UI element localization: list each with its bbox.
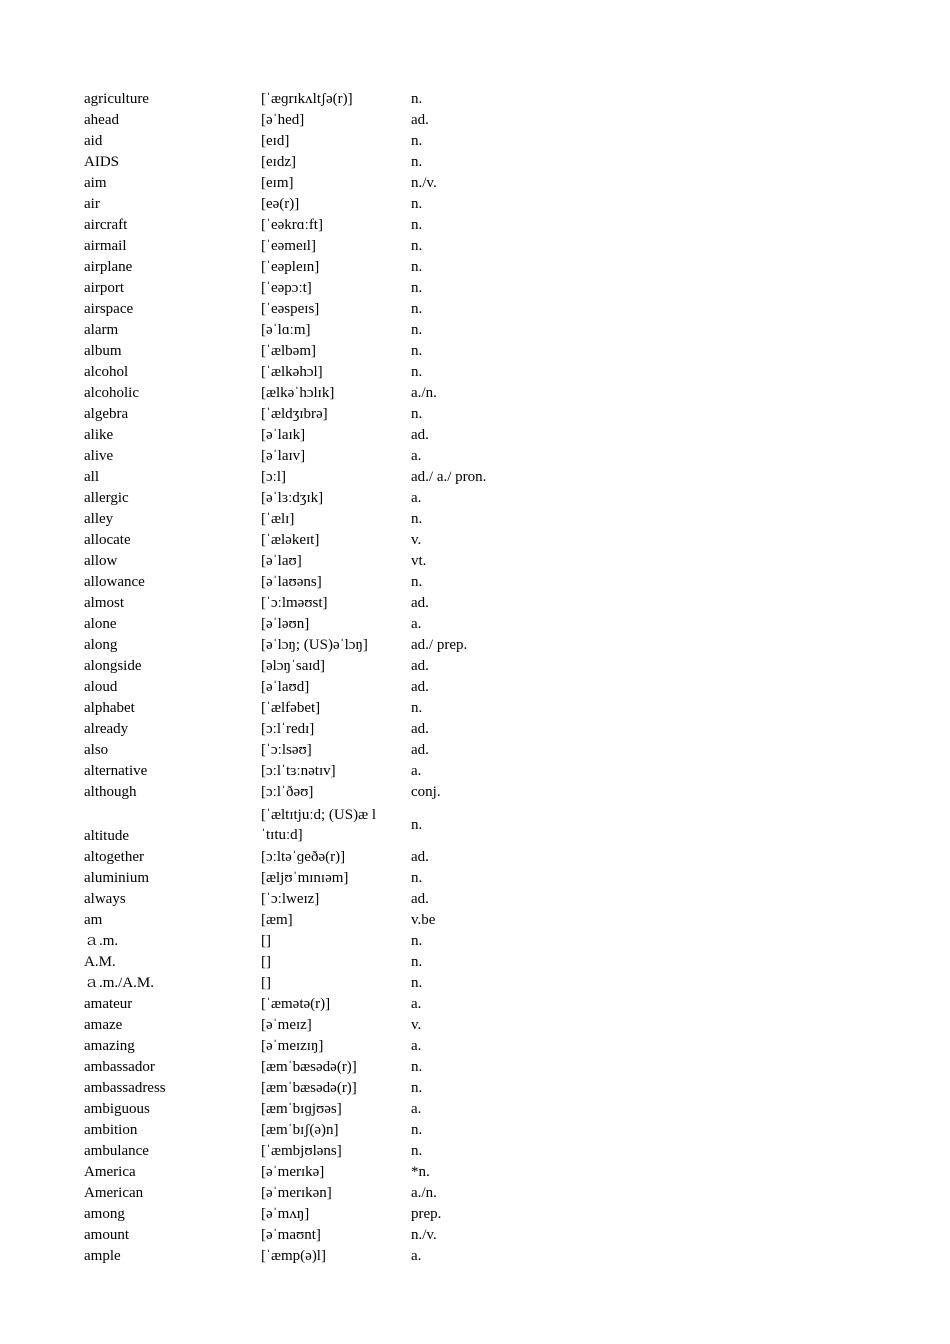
part-of-speech-cell: a. bbox=[411, 763, 422, 779]
vocab-row bbox=[84, 570, 551, 591]
part-of-speech-cell: n. bbox=[411, 406, 423, 422]
pronunciation-cell: [ɔːl] bbox=[261, 469, 286, 485]
part-of-speech-cell: n./v. bbox=[411, 175, 437, 191]
vocab-row bbox=[84, 780, 551, 801]
pronunciation-cell: [æmˈbæsədə(r)] bbox=[261, 1080, 357, 1096]
word-cell: AIDS bbox=[84, 154, 120, 170]
vocab-row bbox=[84, 276, 551, 297]
vocab-row bbox=[84, 507, 551, 528]
pronunciation-cell: [ˈælkəhɔl] bbox=[261, 364, 323, 380]
vocab-row bbox=[84, 150, 551, 171]
word-cell: allow bbox=[84, 553, 118, 569]
vocab-row bbox=[84, 528, 551, 549]
vocab-row bbox=[84, 360, 551, 381]
word-cell: alphabet bbox=[84, 700, 135, 716]
word-cell: all bbox=[84, 469, 99, 485]
pronunciation-cell: [ˈæltɪtjuːd; (US)æ lˈtɪtuːd] bbox=[261, 807, 377, 843]
word-cell: aid bbox=[84, 133, 103, 149]
part-of-speech-cell: ad. bbox=[411, 595, 429, 611]
part-of-speech-cell: n. bbox=[411, 196, 423, 212]
word-cell: A.M. bbox=[84, 954, 116, 970]
word-cell: allergic bbox=[84, 490, 129, 506]
part-of-speech-cell: n. bbox=[411, 1143, 423, 1159]
pronunciation-cell: [æmˈbæsədə(r)] bbox=[261, 1059, 357, 1075]
part-of-speech-cell: n. bbox=[411, 933, 423, 949]
word-cell: along bbox=[84, 637, 118, 653]
word-cell: although bbox=[84, 784, 137, 800]
word-cell: ample bbox=[84, 1248, 121, 1264]
word-cell: ａ.m. bbox=[84, 933, 119, 949]
word-cell: agriculture bbox=[84, 91, 149, 107]
vocabulary-rows bbox=[84, 87, 551, 1265]
part-of-speech-cell: a. bbox=[411, 616, 422, 632]
pronunciation-cell: [] bbox=[261, 975, 271, 991]
part-of-speech-cell: a. bbox=[411, 996, 422, 1012]
pronunciation-cell: [əlɔŋˈsaɪd] bbox=[261, 658, 326, 674]
vocab-row bbox=[84, 591, 551, 612]
pronunciation-cell: [əˈmerɪkə] bbox=[261, 1164, 325, 1180]
part-of-speech-cell: n. bbox=[411, 322, 423, 338]
vocab-row bbox=[84, 192, 551, 213]
word-cell: America bbox=[84, 1164, 136, 1180]
vocab-row bbox=[84, 950, 551, 971]
pronunciation-cell: [əˈmʌŋ] bbox=[261, 1206, 310, 1222]
vocab-row bbox=[84, 1160, 551, 1181]
pronunciation-cell: [ˈæləkeɪt] bbox=[261, 532, 320, 548]
word-cell: alike bbox=[84, 427, 114, 443]
word-cell: airmail bbox=[84, 238, 127, 254]
vocab-row bbox=[84, 87, 551, 108]
vocab-row bbox=[84, 465, 551, 486]
pronunciation-cell: [əˈlɑːm] bbox=[261, 322, 311, 338]
vocab-row bbox=[84, 738, 551, 759]
vocab-row bbox=[84, 1076, 551, 1097]
pronunciation-cell: [ˈɔːlməʊst] bbox=[261, 595, 328, 611]
part-of-speech-cell: n. bbox=[411, 1080, 423, 1096]
vocab-row bbox=[84, 255, 551, 276]
pronunciation-cell: [ˈæɡrɪkʌltʃə(r)] bbox=[261, 91, 353, 107]
word-cell: ambition bbox=[84, 1122, 138, 1138]
word-cell: ambassadress bbox=[84, 1080, 166, 1096]
vocab-row bbox=[84, 1139, 551, 1160]
word-cell: among bbox=[84, 1206, 125, 1222]
part-of-speech-cell: n. bbox=[411, 954, 423, 970]
part-of-speech-cell: prep. bbox=[411, 1206, 442, 1222]
vocab-row bbox=[84, 402, 551, 423]
pronunciation-cell: [əˈlɔŋ; (US)əˈlɔŋ] bbox=[261, 637, 368, 653]
word-cell: alongside bbox=[84, 658, 142, 674]
word-cell: aloud bbox=[84, 679, 118, 695]
part-of-speech-cell: n. bbox=[411, 364, 423, 380]
pronunciation-cell: [eɪm] bbox=[261, 175, 294, 191]
vocab-row bbox=[84, 234, 551, 255]
pronunciation-cell: [ˈeəkrɑːft] bbox=[261, 217, 323, 233]
word-cell: alcohol bbox=[84, 364, 129, 380]
part-of-speech-cell: ad. bbox=[411, 721, 429, 737]
pronunciation-cell: [əˈmaʊnt] bbox=[261, 1227, 321, 1243]
part-of-speech-cell: ad. bbox=[411, 112, 429, 128]
word-cell: aluminium bbox=[84, 870, 149, 886]
part-of-speech-cell: ad. bbox=[411, 427, 429, 443]
part-of-speech-cell: n. bbox=[411, 154, 423, 170]
vocab-row bbox=[84, 633, 551, 654]
part-of-speech-cell: ad./ prep. bbox=[411, 637, 468, 653]
pronunciation-cell: [əˈlɜːdʒɪk] bbox=[261, 490, 324, 506]
word-cell: always bbox=[84, 891, 126, 907]
vocab-row bbox=[84, 1244, 551, 1265]
word-cell: alley bbox=[84, 511, 114, 527]
vocab-row bbox=[84, 1097, 551, 1118]
vocab-row bbox=[84, 845, 551, 866]
pronunciation-cell: [ˈælfəbet] bbox=[261, 700, 321, 716]
part-of-speech-cell: n. bbox=[411, 217, 423, 233]
part-of-speech-cell: n./v. bbox=[411, 1227, 437, 1243]
vocab-row bbox=[84, 654, 551, 675]
pronunciation-cell: [ˈɔːlweɪz] bbox=[261, 891, 320, 907]
pronunciation-cell: [ælkəˈhɔlɪk] bbox=[261, 385, 335, 401]
pronunciation-cell: [ˈeəmeɪl] bbox=[261, 238, 316, 254]
vocab-row bbox=[84, 423, 551, 444]
vocab-row bbox=[84, 866, 551, 887]
word-cell: amaze bbox=[84, 1017, 123, 1033]
vocab-row bbox=[84, 171, 551, 192]
pronunciation-cell: [] bbox=[261, 954, 271, 970]
part-of-speech-cell: n. bbox=[411, 1122, 423, 1138]
part-of-speech-cell: n. bbox=[411, 259, 423, 275]
pronunciation-cell: [æmˈbɪʃ(ə)n] bbox=[261, 1122, 339, 1138]
vocab-row bbox=[84, 1118, 551, 1139]
word-cell: already bbox=[84, 721, 129, 737]
vocab-row bbox=[84, 759, 551, 780]
part-of-speech-cell: a. bbox=[411, 1038, 422, 1054]
word-cell: amateur bbox=[84, 996, 133, 1012]
part-of-speech-cell: ad. bbox=[411, 742, 429, 758]
part-of-speech-cell: conj. bbox=[411, 784, 441, 800]
word-cell: alarm bbox=[84, 322, 119, 338]
word-cell: album bbox=[84, 343, 122, 359]
pronunciation-cell: [əˈlaɪk] bbox=[261, 427, 306, 443]
pronunciation-cell: [ˈæmbjʊləns] bbox=[261, 1143, 342, 1159]
part-of-speech-cell: ad. bbox=[411, 658, 429, 674]
vocab-row bbox=[84, 1055, 551, 1076]
vocab-row bbox=[84, 339, 551, 360]
vocab-row bbox=[84, 108, 551, 129]
word-cell: ambulance bbox=[84, 1143, 149, 1159]
vocab-row bbox=[84, 717, 551, 738]
pronunciation-cell: [ˈæmətə(r)] bbox=[261, 996, 331, 1012]
vocab-row bbox=[84, 444, 551, 465]
part-of-speech-cell: a. bbox=[411, 490, 422, 506]
part-of-speech-cell: n. bbox=[411, 91, 423, 107]
word-cell: ambassador bbox=[84, 1059, 155, 1075]
pronunciation-cell: [ˈeəpɔːt] bbox=[261, 280, 312, 296]
word-cell: alternative bbox=[84, 763, 148, 779]
pronunciation-cell: [ˈɔːlsəʊ] bbox=[261, 742, 312, 758]
vocab-row bbox=[84, 887, 551, 908]
vocab-row bbox=[84, 971, 551, 992]
word-cell: ａ.m./A.M. bbox=[84, 975, 155, 991]
word-cell: American bbox=[84, 1185, 144, 1201]
part-of-speech-cell: a. bbox=[411, 448, 422, 464]
word-cell: algebra bbox=[84, 406, 129, 422]
pronunciation-cell: [eɪdz] bbox=[261, 154, 296, 170]
pronunciation-cell: [ɔːlˈðəʊ] bbox=[261, 784, 314, 800]
vocab-row bbox=[84, 801, 551, 845]
part-of-speech-cell: ad. bbox=[411, 679, 429, 695]
part-of-speech-cell: n. bbox=[411, 238, 423, 254]
pronunciation-cell: [əˈləʊn] bbox=[261, 616, 310, 632]
word-cell: amount bbox=[84, 1227, 129, 1243]
word-cell: air bbox=[84, 196, 100, 212]
vocab-row bbox=[84, 1181, 551, 1202]
part-of-speech-cell: n. bbox=[411, 1059, 423, 1075]
word-cell: alcoholic bbox=[84, 385, 139, 401]
vocab-row bbox=[84, 992, 551, 1013]
pronunciation-cell: [əˈlaʊ] bbox=[261, 553, 302, 569]
part-of-speech-cell: n. bbox=[411, 511, 423, 527]
vocab-row bbox=[84, 1223, 551, 1244]
part-of-speech-cell: a./n. bbox=[411, 385, 437, 401]
part-of-speech-cell: v.be bbox=[411, 912, 436, 928]
vocab-row bbox=[84, 1013, 551, 1034]
word-cell: allowance bbox=[84, 574, 145, 590]
word-cell: ahead bbox=[84, 112, 119, 128]
vocab-row bbox=[84, 318, 551, 339]
word-cell: amazing bbox=[84, 1038, 135, 1054]
pronunciation-cell: [eɪd] bbox=[261, 133, 290, 149]
vocab-row bbox=[84, 696, 551, 717]
pronunciation-cell: [əˈlaʊd] bbox=[261, 679, 310, 695]
vocab-row bbox=[84, 213, 551, 234]
pronunciation-cell: [eə(r)] bbox=[261, 196, 300, 212]
part-of-speech-cell: n. bbox=[411, 133, 423, 149]
part-of-speech-cell: *n. bbox=[411, 1164, 430, 1180]
part-of-speech-cell: ad. bbox=[411, 849, 429, 865]
part-of-speech-cell: n. bbox=[411, 343, 423, 359]
word-cell: altogether bbox=[84, 849, 144, 865]
part-of-speech-cell: v. bbox=[411, 532, 422, 548]
vocab-row bbox=[84, 381, 551, 402]
pronunciation-cell: [æmˈbɪɡjʊəs] bbox=[261, 1101, 342, 1117]
pronunciation-cell: [] bbox=[261, 933, 271, 949]
vocab-row bbox=[84, 612, 551, 633]
pronunciation-cell: [əˈmerɪkən] bbox=[261, 1185, 332, 1201]
word-cell: alive bbox=[84, 448, 114, 464]
part-of-speech-cell: n. bbox=[411, 975, 423, 991]
vocab-row bbox=[84, 486, 551, 507]
word-cell: allocate bbox=[84, 532, 131, 548]
pronunciation-cell: [ɔːlˈredɪ] bbox=[261, 721, 315, 737]
part-of-speech-cell: ad. bbox=[411, 891, 429, 907]
pronunciation-cell: [əˈhed] bbox=[261, 112, 305, 128]
part-of-speech-cell: ad./ a./ pron. bbox=[411, 469, 487, 485]
pronunciation-cell: [ˈæmp(ə)l] bbox=[261, 1248, 326, 1264]
part-of-speech-cell: n. bbox=[411, 280, 423, 296]
word-cell: am bbox=[84, 912, 103, 928]
vocab-row bbox=[84, 929, 551, 950]
word-cell: altitude bbox=[84, 828, 129, 844]
part-of-speech-cell: n. bbox=[411, 870, 423, 886]
word-cell: alone bbox=[84, 616, 117, 632]
vocab-row bbox=[84, 1034, 551, 1055]
part-of-speech-cell: n. bbox=[411, 700, 423, 716]
word-cell: almost bbox=[84, 595, 124, 611]
word-cell: also bbox=[84, 742, 109, 758]
pronunciation-cell: [əˈmeɪz] bbox=[261, 1017, 312, 1033]
part-of-speech-cell: a. bbox=[411, 1248, 422, 1264]
pronunciation-cell: [ˈeəpleɪn] bbox=[261, 259, 320, 275]
vocab-row bbox=[84, 129, 551, 150]
word-cell: aircraft bbox=[84, 217, 128, 233]
pronunciation-cell: [æm] bbox=[261, 912, 293, 928]
pronunciation-cell: [ɔːltəˈɡeðə(r)] bbox=[261, 849, 346, 865]
part-of-speech-cell: a./n. bbox=[411, 1185, 437, 1201]
word-cell: airplane bbox=[84, 259, 133, 275]
vocabulary-table bbox=[84, 87, 551, 1265]
part-of-speech-cell: n. bbox=[411, 574, 423, 590]
vocab-row bbox=[84, 297, 551, 318]
pronunciation-cell: [əˈlaʊəns] bbox=[261, 574, 322, 590]
word-cell: ambiguous bbox=[84, 1101, 150, 1117]
vocab-row bbox=[84, 908, 551, 929]
pronunciation-cell: [əˈlaɪv] bbox=[261, 448, 306, 464]
pronunciation-cell: [æljʊˈmɪnɪəm] bbox=[261, 870, 349, 886]
word-cell: airport bbox=[84, 280, 124, 296]
part-of-speech-cell: vt. bbox=[411, 553, 427, 569]
word-cell: airspace bbox=[84, 301, 134, 317]
part-of-speech-cell: n. bbox=[411, 816, 423, 833]
pronunciation-cell: [ˈælɪ] bbox=[261, 511, 295, 527]
part-of-speech-cell: v. bbox=[411, 1017, 422, 1033]
pronunciation-cell: [əˈmeɪzɪŋ] bbox=[261, 1038, 324, 1054]
part-of-speech-cell: a. bbox=[411, 1101, 422, 1117]
pronunciation-cell: [ˈælbəm] bbox=[261, 343, 316, 359]
pronunciation-cell: [ɔːlˈtɜːnətɪv] bbox=[261, 763, 336, 779]
part-of-speech-cell: n. bbox=[411, 301, 423, 317]
vocab-row bbox=[84, 1202, 551, 1223]
pronunciation-cell: [ˈeəspeɪs] bbox=[261, 301, 320, 317]
word-cell: aim bbox=[84, 175, 107, 191]
vocab-row bbox=[84, 549, 551, 570]
pronunciation-cell: [ˈældʒɪbrə] bbox=[261, 406, 328, 422]
vocab-row bbox=[84, 675, 551, 696]
